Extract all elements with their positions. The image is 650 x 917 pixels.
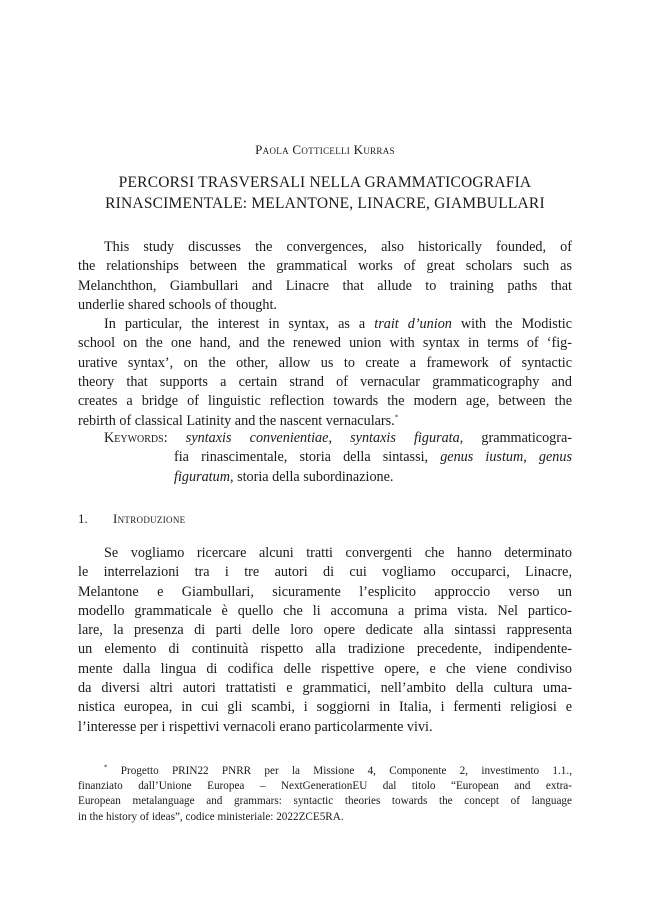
footnote-line: finanziato dall’Unione Europea – NextGenerationEU dal titolo “European and extra- bbox=[78, 780, 572, 793]
body-line: le interrelazioni tra i tre autori di cui vogliamo occuparci, Linacre, bbox=[78, 564, 572, 581]
abstract-line: underlie shared schools of thought. bbox=[78, 296, 277, 313]
abstract-line bbox=[78, 315, 572, 334]
abstract-line: Melanchthon, Giambullari and Linacre that allude to training paths that bbox=[78, 277, 572, 294]
footnote-marker[interactable]: * bbox=[394, 412, 399, 421]
page bbox=[78, 0, 572, 917]
abstract-line: theory that supports a certain strand of vernacular grammaticography and bbox=[78, 374, 572, 391]
keyword: syntaxis convenientiae bbox=[185, 430, 329, 446]
keyword-text: , storia della subordinazione. bbox=[229, 468, 394, 485]
section-title: Introduzione bbox=[113, 511, 186, 526]
body-line: da diversi altri autori trattatisti e grammatici, nell’ambito della cultura uma- bbox=[78, 680, 572, 697]
abstract-line: creates a bridge of linguistic reflection towards the modern age, between the bbox=[78, 393, 572, 410]
body-line: l’interesse per i rispettivi vernacoli erano particolarmente vivi. bbox=[78, 718, 433, 735]
abstract-line: urative syntax’, on the other, allow us to create a framework of syntactic bbox=[78, 354, 572, 371]
abstract-line: This study discusses the convergences, also historically founded, of bbox=[104, 239, 572, 255]
footnote-text: Progetto PRIN22 PNRR per la Missione 4, Componente 2, investimento 1.1., bbox=[107, 765, 572, 777]
keyword-text: , grammaticogra- bbox=[459, 430, 573, 446]
keywords-label: Keywords: bbox=[104, 430, 168, 446]
abstract-text: In particular, the interest in syntax, as a bbox=[104, 316, 375, 333]
abstract-line: school on the one hand, and the renewed union with syntax in terms of ‘fig- bbox=[78, 335, 572, 352]
section-number: 1. bbox=[78, 511, 88, 526]
keyword-separator: , bbox=[523, 449, 539, 466]
body-line: un elemento di continuità rispetto alla tradizione precedente, indipendente- bbox=[78, 641, 572, 658]
keyword: syntaxis figurata bbox=[350, 430, 460, 446]
keywords-line bbox=[104, 468, 572, 487]
abstract-text: rebirth of classical Latinity and the nascent vernaculars. bbox=[78, 412, 395, 429]
italic-term: trait d’union bbox=[374, 316, 452, 333]
keywords-line bbox=[104, 448, 572, 467]
abstract-text: with the Modistic bbox=[451, 316, 572, 333]
keywords-line bbox=[104, 429, 572, 448]
keyword: figuratum bbox=[174, 468, 230, 485]
body-line: Melantone e Giambullari, sicuramente l’esplicito approccio verso un bbox=[78, 583, 572, 600]
title-line-1: PERCORSI TRASVERSALI NELLA GRAMMATICOGRAFIA bbox=[118, 174, 532, 191]
keyword-separator: , bbox=[328, 430, 351, 446]
footnote-line bbox=[78, 764, 572, 779]
body-line: nistica europea, in cui gli scambi, i soggiorni in Italia, i fermenti religiosi e bbox=[78, 699, 572, 716]
body-line: mente dalla lingua di codifica delle rispettive opere, e che viene condiviso bbox=[78, 660, 572, 677]
body-line: Se vogliamo ricercare alcuni tratti convergenti che hanno determinato bbox=[104, 545, 572, 561]
body-paragraph bbox=[78, 544, 572, 737]
footnote bbox=[78, 764, 572, 825]
abstract-paragraph-2 bbox=[78, 315, 572, 431]
keyword: genus iustum bbox=[440, 449, 524, 466]
body-line: lare, la presenza di parti delle loro opere dedicate alla sintassi rappresenta bbox=[78, 622, 572, 639]
body-line: modello grammaticale è quello che li accomuna a prima vista. Nel partico- bbox=[78, 602, 572, 619]
abstract-line: the relationships between the grammatical works of great scholars such as bbox=[78, 258, 572, 275]
abstract bbox=[78, 238, 572, 431]
footnote-line: European metalanguage and grammars: syntactic theories towards the concept of language bbox=[78, 795, 572, 808]
abstract-paragraph-1 bbox=[78, 238, 572, 315]
keywords bbox=[104, 429, 572, 487]
author-name: Paola Cotticelli Kurras bbox=[255, 142, 395, 157]
footnote-mark: * bbox=[104, 763, 108, 772]
article-title bbox=[78, 172, 572, 214]
section-heading bbox=[78, 511, 185, 527]
footnote-line: in the history of ideas”, codice ministeriale: 2022ZCE5RA. bbox=[78, 810, 344, 823]
keyword-text: fia rinascimentale, storia della sintassi, bbox=[174, 449, 441, 466]
keyword: genus bbox=[538, 449, 572, 466]
title-line-2: RINASCIMENTALE: MELANTONE, LINACRE, GIAMBULLARI bbox=[105, 195, 545, 212]
